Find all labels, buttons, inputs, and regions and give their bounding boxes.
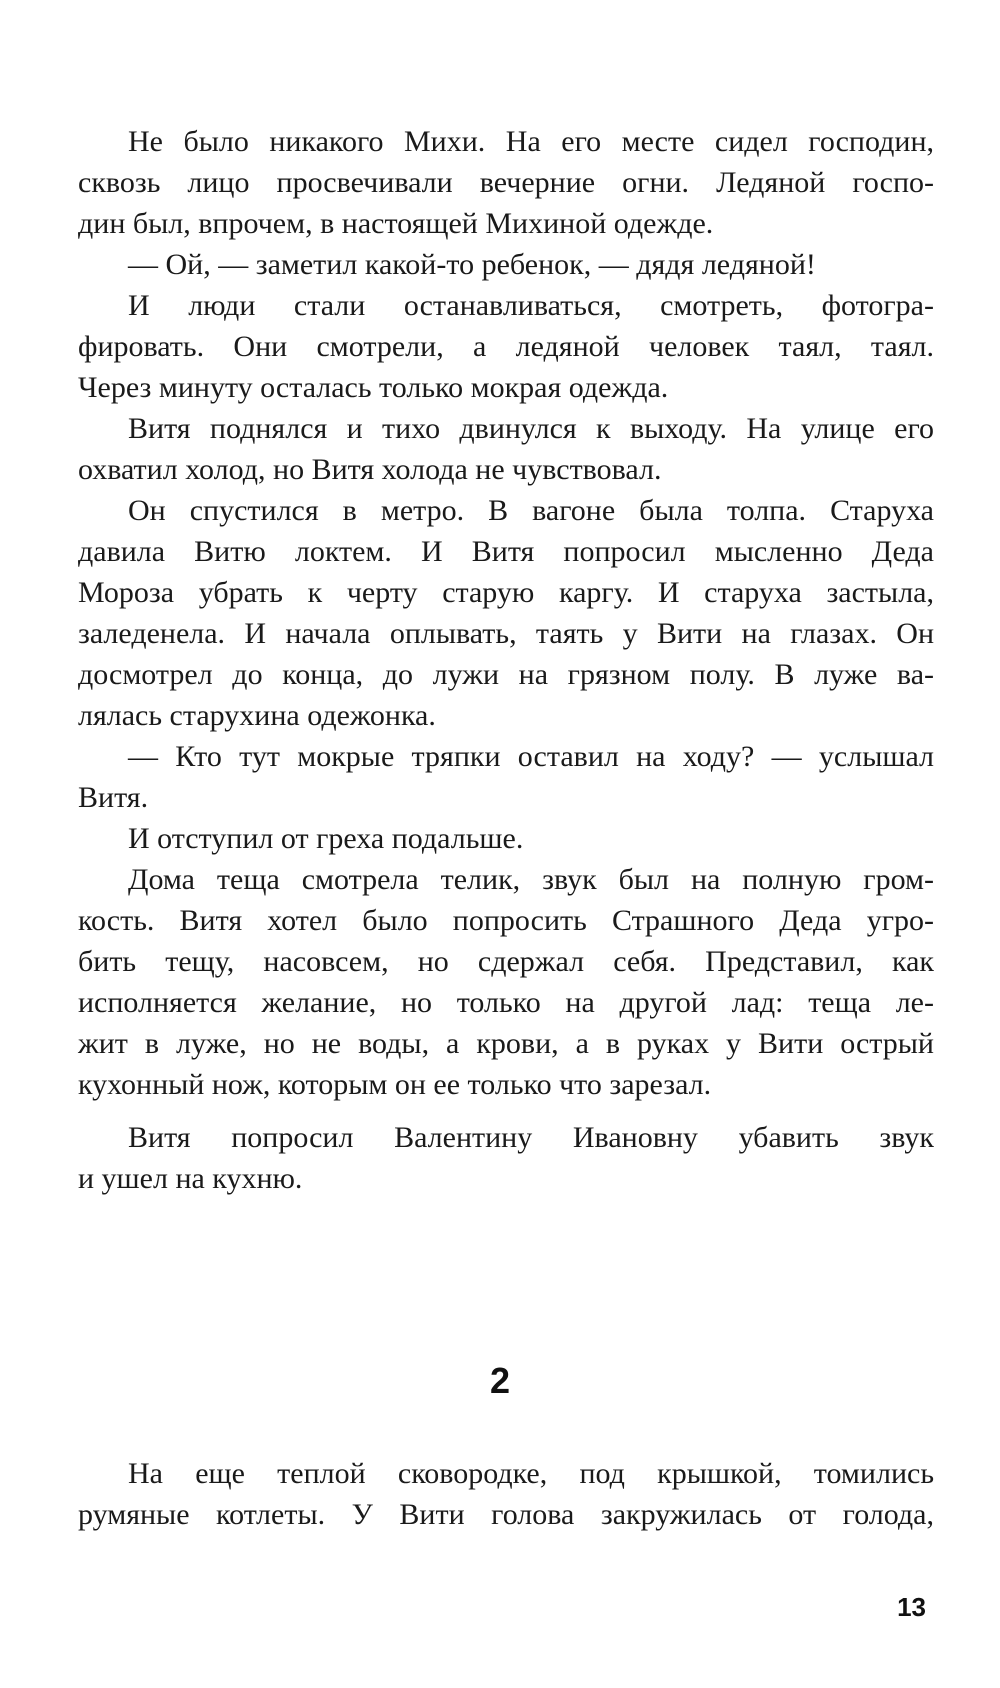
text-line: Мороза убрать к черту старую каргу. И старуха застыла, — [78, 576, 934, 609]
text-line: Витя. — [78, 781, 149, 814]
text-line: и ушел на кухню. — [78, 1162, 303, 1195]
text-line: фировать. Они смотрели, а ледяной человек таял, таял. — [78, 330, 934, 363]
text-line: Дома теща смотрела телик, звук был на полную гром- — [128, 863, 934, 896]
text-line: кухонный нож, которым он ее только что зарезал. — [78, 1068, 712, 1101]
text-line: На еще теплой сковородке, под крышкой, томились — [128, 1457, 934, 1490]
text-line: дин был, впрочем, в настоящей Михиной одежде. — [78, 207, 714, 240]
text-line: исполняется желание, но только на другой лад: теща ле- — [78, 986, 934, 1019]
text-line: Через минуту осталась только мокрая одежда. — [78, 371, 669, 404]
text-line: заледенела. И начала оплывать, таять у Вити на глазах. Он — [78, 617, 934, 650]
text-line: охватил холод, но Витя холода не чувствовал. — [78, 453, 662, 486]
chapter-number: 2 — [489, 1360, 511, 1401]
text-line: досмотрел до конца, до лужи на грязном полу. В луже ва- — [78, 658, 934, 691]
text-line: давила Витю локтем. И Витя попросил мысленно Деда — [78, 535, 934, 568]
text-line: сквозь лицо просвечивали вечерние огни. Ледяной госпо- — [78, 166, 934, 199]
text-line: Витя попросил Валентину Ивановну убавить звук — [128, 1121, 934, 1154]
text-line: Он спустился в метро. В вагоне была толпа. Старуха — [128, 494, 934, 527]
page-number: 13 — [897, 1592, 926, 1622]
text-line: Витя поднялся и тихо двинулся к выходу. На улице его — [128, 412, 934, 445]
text-line: И отступил от греха подальше. — [128, 822, 524, 855]
text-line: румяные котлеты. У Вити голова закружилась от голода, — [78, 1498, 934, 1531]
text-line: — Кто тут мокрые тряпки оставил на ходу? — услышал — [128, 740, 934, 773]
text-line: жит в луже, но не воды, а крови, а в руках у Вити острый — [78, 1027, 934, 1060]
text-line: лялась старухина одежонка. — [78, 699, 436, 732]
text-line: — Ой, — заметил какой-то ребенок, — дядя ледяной! — [128, 248, 816, 281]
text-line: кость. Витя хотел было попросить Страшного Деда угро- — [78, 904, 934, 937]
text-line: Не было никакого Михи. На его месте сидел господин, — [128, 125, 934, 158]
text-line: бить тещу, насовсем, но сдержал себя. Представил, как — [78, 945, 934, 978]
text-line: И люди стали останавливаться, смотреть, фотогра- — [128, 289, 934, 322]
